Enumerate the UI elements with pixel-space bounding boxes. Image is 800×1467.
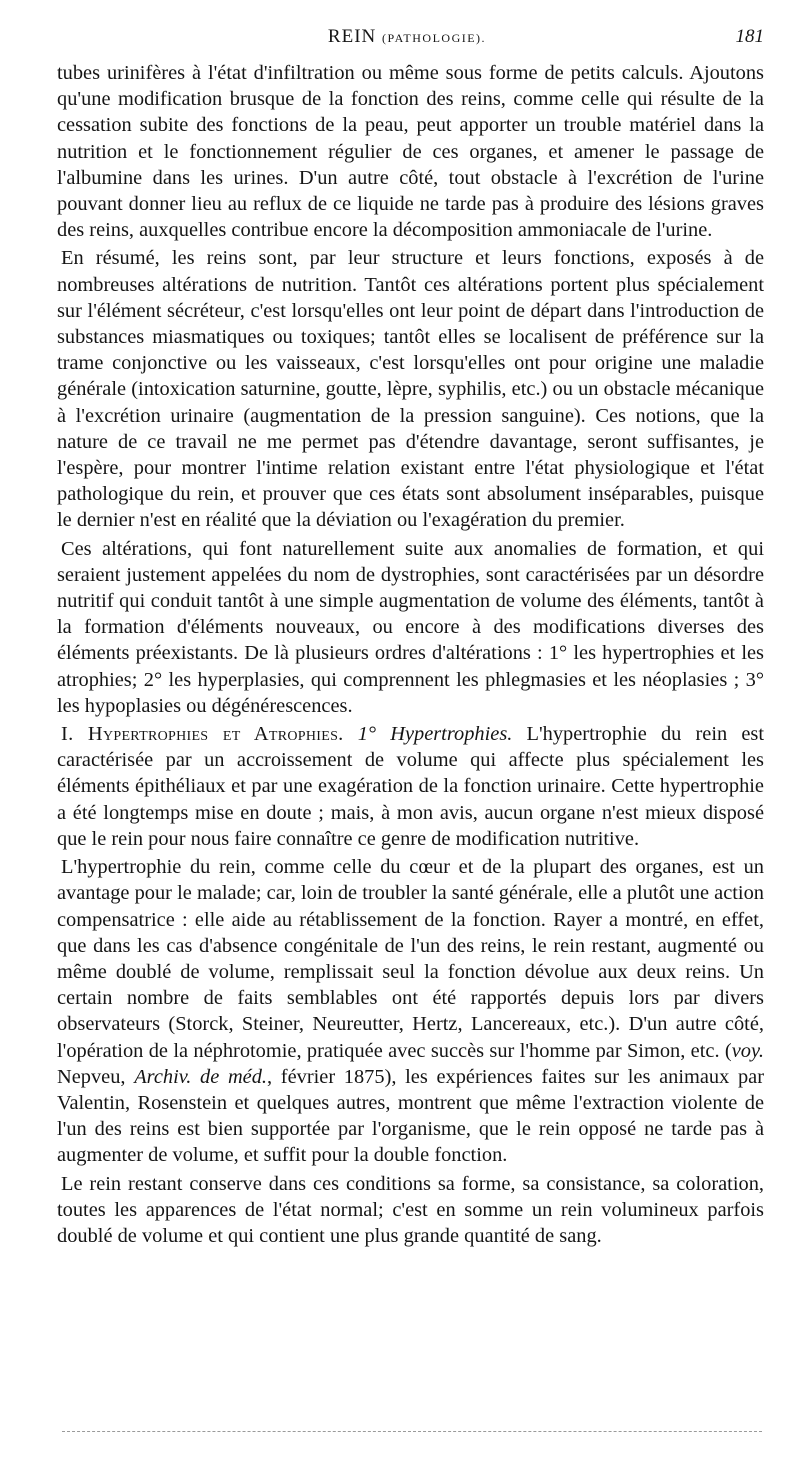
footer-rule	[62, 1431, 762, 1432]
subsection-heading: 1° Hypertrophies.	[357, 723, 513, 746]
citation-journal: Archiv. de méd.	[134, 1065, 268, 1088]
paragraph-5-text-a: L'hypertrophie du rein, comme celle du cœur et de la plupart des organes, est un avantage pour le malade; car, loin de troubler la santé générale, elle a plutôt une action compensatrice : elle aide au rétablissement de la fonction. Rayer a montré, en effet, que dans les cas d'absence congénitale de l'un des reins, le rein restant, augmenté ou même doublé de volume, remplissait seul la fonction dévolue aux deux reins. Un certain nombre de faits semblables ont été rapportés depuis lors par divers observateurs (Storck, Steiner, Neureutter, Hertz, Lancereaux, etc.). D'un autre côté, l'opération de la néphrotomie, pratiquée avec succès sur l'homme par Simon, etc. (	[57, 856, 764, 1062]
paragraph-1: tubes urinifères à l'état d'infiltration ou même sous forme de petits calculs. Ajoutons qu'une modification brusque de la fonction des reins, comme celle qui résulte de la cessation subite des fonctions de la peau, peut apporter un trouble matériel dans la nutrition et le fonctionnement régulier de ces organes, et amener le passage de l'albumine dans les urines. D'un autre côté, tout obstacle à l'excrétion de l'urine pouvant donner lieu au reflux de ce liquide ne tarde pas à produire des lésions graves des reins, auxquelles contribue encore la décomposition ammoniacale de l'urine.	[57, 62, 764, 242]
body-text	[57, 60, 764, 1249]
paragraph-5	[57, 854, 764, 1168]
section-heading: I. Hypertrophies et Atrophies.	[61, 723, 344, 746]
paragraph-6: Le rein restant conserve dans ces conditions sa forme, sa consistance, sa coloration, toutes les apparences de l'état normal; c'est en somme un rein volumineux parfois doublé de volume et qui contient une plus grande quantité de sang.	[57, 1172, 764, 1247]
running-title-main: REIN	[327, 26, 377, 47]
page-number: 181	[735, 26, 764, 47]
paragraph-2: En résumé, les reins sont, par leur structure et leurs fonctions, exposés à de nombreuses altérations de nutrition. Tantôt ces altérations portent plus spécialement sur l'élément sécréteur, c'est lorsqu'elles ont leur point de départ dans l'introduction de substances miasmatiques ou toxiques; tantôt elles se localisent de préférence sur la trame conjonctive ou les vaisseaux, c'est lorsqu'elles ont pour origine une maladie générale (intoxication saturnine, goutte, lèpre, syphilis, etc.) ou un obstacle mécanique à l'excrétion urinaire (augmentation de la pression sanguine). Ces notions, que la nature de ce travail ne me permet pas d'étendre davantage, seront suffisantes, je l'espère, pour montrer l'intime relation existant entre l'état physiologique et l'état pathologique du rein, et prouver que ces états sont absolument inséparables, puisque le dernier n'est en réalité que la déviation ou l'exagération du premier.	[57, 247, 764, 532]
running-title-sub: (PATHOLOGIE).	[382, 31, 487, 45]
citation-voy: voy.	[731, 1039, 764, 1062]
paragraph-5-text-c: , février 1875), les expériences faites sur les animaux par Valentin, Rosenstein et quelques autres, montrent que même l'extraction violente de l'un des reins est bien supportée par l'organisme, que le rein opposé ne tarde pas à augmenter de volume, et suffit pour la double fonction.	[57, 1065, 764, 1167]
paragraph-3: Ces altérations, qui font naturellement suite aux anomalies de formation, et qui seraient justement appelées du nom de dystrophies, sont caractérisées par un désordre nutritif qui conduit tantôt à une simple augmentation de volume des éléments, tantôt à la formation d'éléments nouveaux, ou encore à des modifications diverses des éléments préexistants. De là plusieurs ordres d'altérations : 1° les hypertrophies et les atrophies; 2° les hyperplasies, qui comprennent les phlegmasies et les néoplasies ; 3° les hypoplasies ou dégénérescences.	[57, 537, 764, 717]
paragraph-5-text-b: Nepveu,	[57, 1065, 135, 1088]
paragraph-4-text: L'hypertrophie du rein est caractérisée par un accroissement de volume qui affecte plus spécialement les éléments épithéliaux et par une exagération de la fonction urinaire. Cette hypertrophie a été longtemps mise en doute ; mais, à mon avis, aucun organe n'est mieux disposé que le rein pour nous faire connaître ce genre de modification nutritive.	[57, 723, 764, 850]
running-title	[50, 26, 764, 48]
paragraph-4	[57, 721, 764, 852]
running-header	[50, 26, 764, 56]
